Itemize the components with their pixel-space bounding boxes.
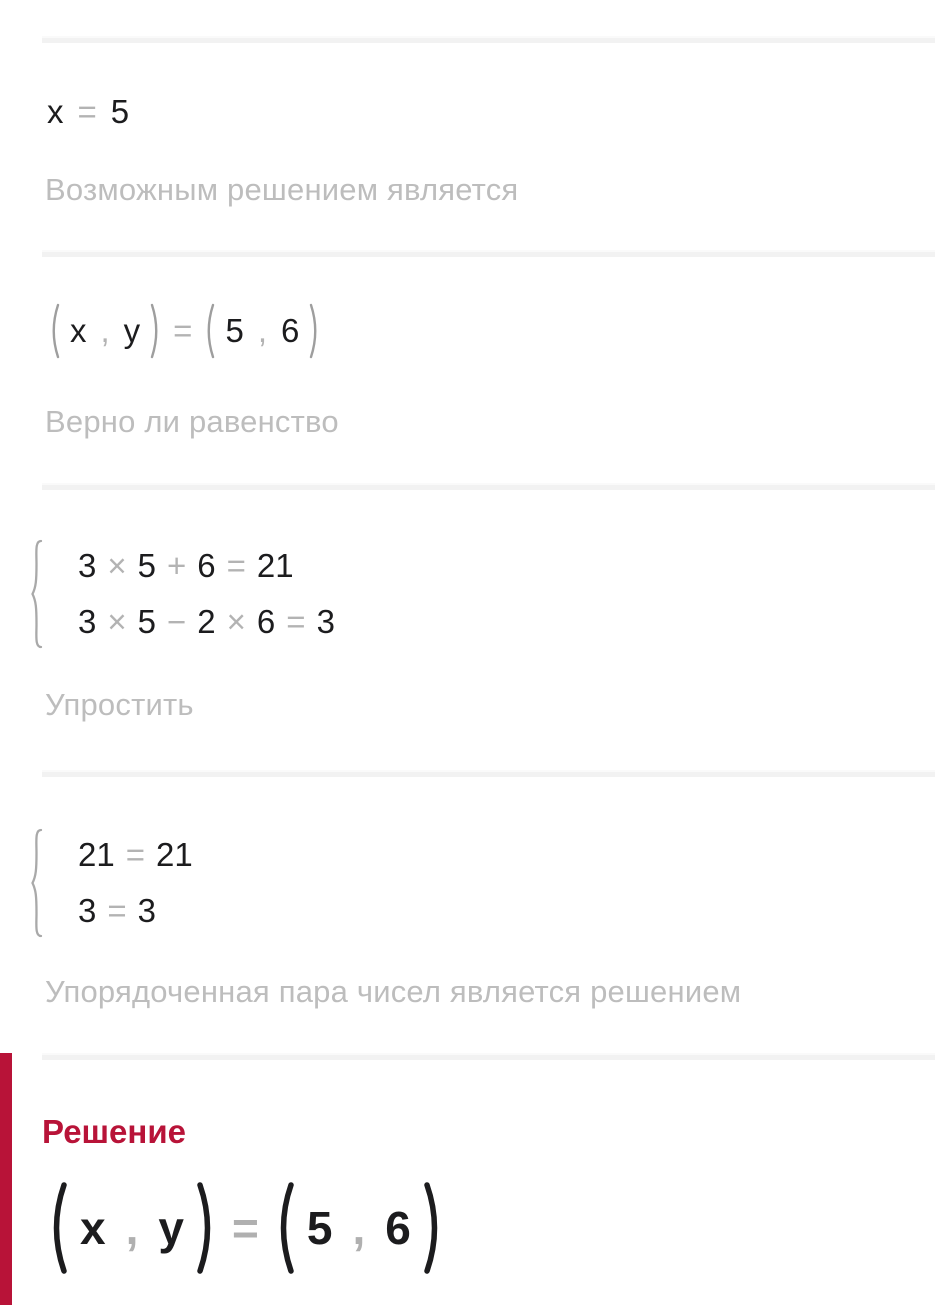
math-value: 6 [280,312,300,349]
math-value: 21 [256,547,294,584]
step-caption: Упростить [45,687,194,722]
step-caption: Упорядоченная пара чисел является решением [45,974,742,1009]
equals-sign: = [286,603,306,640]
open-paren-icon [201,302,216,360]
system-equation-row [78,830,204,880]
section-divider [42,770,935,777]
solution-accent-bar [0,1053,12,1305]
math-value: 3 [316,603,335,640]
step-equation-system [28,827,204,939]
math-value: 5 [110,93,130,130]
equals-sign: = [77,93,97,130]
step-caption: Верно ли равенство [45,404,339,439]
section-divider [42,483,935,490]
equals-sign: = [125,836,145,873]
section-divider [42,36,935,43]
math-value: 5 [137,547,156,584]
math-variable: x [70,312,87,349]
math-variable: x [47,93,64,130]
system-equation-row [78,541,346,591]
plus-sign: + [167,547,187,584]
step-caption: Возможным решением является [45,172,519,207]
math-value: 3 [78,547,97,584]
close-paren-icon [149,302,164,360]
comma: , [352,1202,366,1254]
math-value: 2 [197,603,216,640]
close-paren-icon [196,1180,220,1276]
math-value: 6 [256,603,276,640]
open-paren-icon [44,1180,68,1276]
math-value: 6 [197,547,216,584]
solution-heading: Решение [42,1113,186,1150]
left-brace-icon [28,827,46,939]
section-divider [42,1053,935,1060]
step-equation-ordered-pair [44,302,325,360]
system-equation-row [78,597,346,647]
solution-equation-ordered-pair [42,1180,449,1276]
math-variable: y [158,1202,184,1254]
math-variable: x [80,1202,106,1254]
close-paren-icon [308,302,323,360]
math-value: 5 [137,603,156,640]
section-divider [42,250,935,257]
math-value: 3 [137,892,156,929]
step-equation-system [28,538,346,650]
comma: , [125,1202,139,1254]
left-brace-icon [28,538,46,650]
math-value: 21 [156,836,193,873]
system-equation-row [78,886,204,936]
multiply-sign: × [226,603,246,640]
math-value: 5 [306,1202,333,1254]
equals-sign: = [173,312,193,349]
equals-sign: = [226,547,246,584]
comma: , [257,312,267,349]
math-variable: y [123,312,141,349]
open-paren-icon [46,302,61,360]
multiply-sign: × [107,547,127,584]
close-paren-icon [423,1180,447,1276]
minus-sign: − [167,603,187,640]
math-value: 5 [225,312,244,349]
math-value: 3 [78,892,97,929]
comma: , [100,312,110,349]
multiply-sign: × [107,603,127,640]
step-equation-x-value [47,90,143,134]
math-value: 21 [78,836,115,873]
math-value: 6 [385,1202,411,1254]
open-paren-icon [271,1180,295,1276]
equals-sign: = [107,892,127,929]
equals-sign: = [231,1202,259,1254]
math-value: 3 [78,603,97,640]
